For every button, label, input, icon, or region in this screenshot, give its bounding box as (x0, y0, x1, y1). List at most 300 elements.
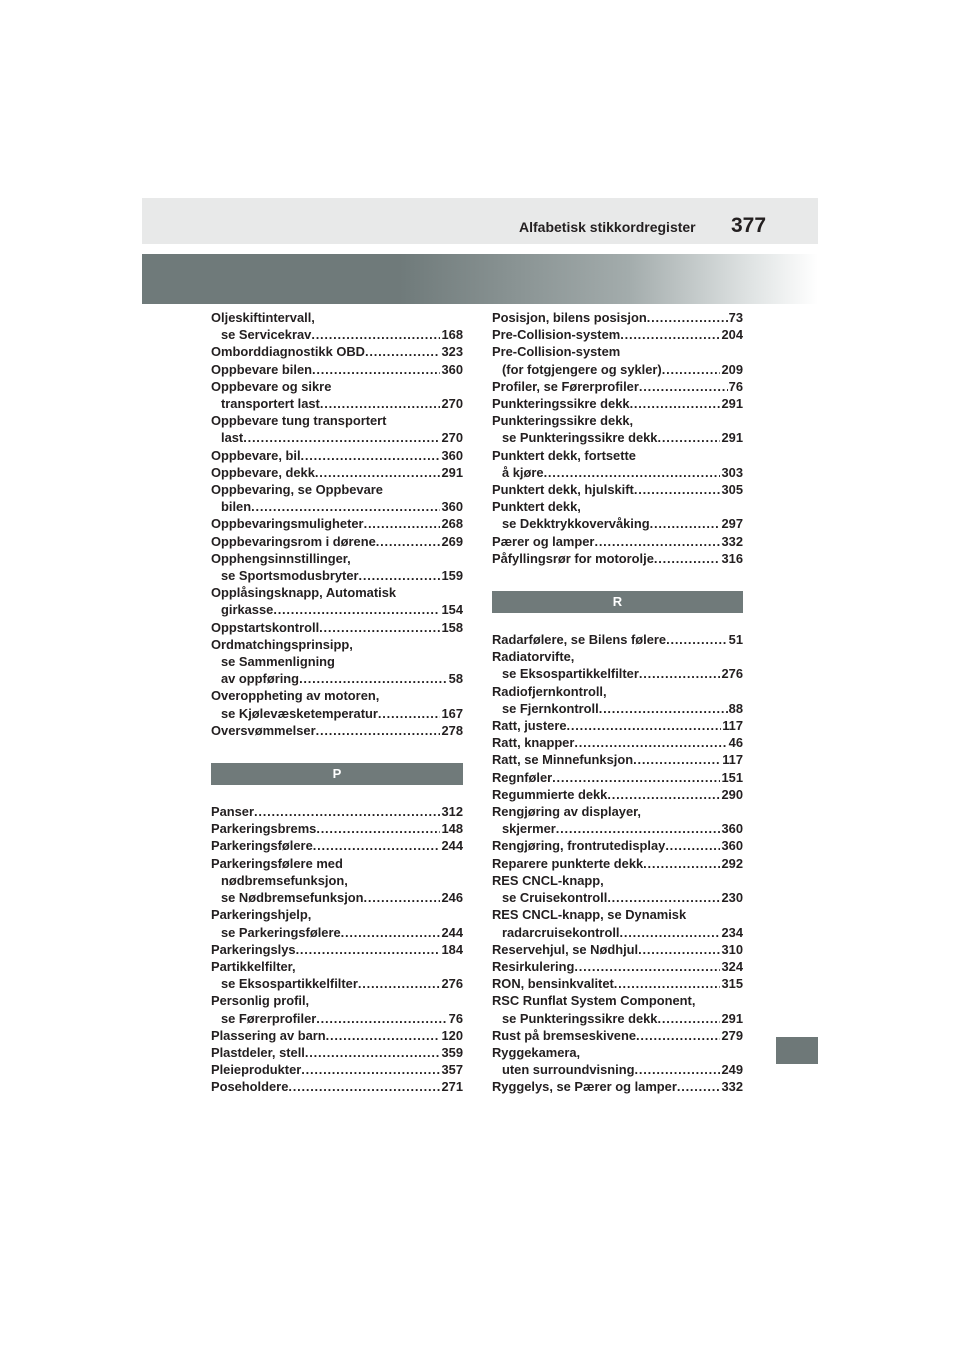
index-term: se Dekktrykkovervåking (502, 516, 650, 532)
index-term: Oppbevaring, se Oppbevare (211, 482, 383, 498)
leader-dots (607, 889, 720, 906)
page-reference: 158 (441, 619, 463, 635)
index-entry (492, 378, 743, 395)
index-entry-line (492, 855, 743, 872)
index-entry (211, 1078, 463, 1095)
index-entry-line (211, 343, 463, 360)
index-entry-line (211, 584, 463, 601)
index-term: skjermer (502, 821, 556, 837)
index-entry-line (211, 958, 463, 975)
index-entry (492, 975, 743, 992)
index-term: RES CNCL-knapp, se Dynamisk (492, 907, 687, 923)
leader-dots (654, 550, 721, 567)
page-reference: 58 (448, 671, 463, 687)
leader-dots (665, 837, 720, 854)
index-entry-line (492, 872, 743, 889)
page-reference: 148 (441, 821, 463, 837)
leader-dots (254, 803, 440, 820)
index-entry-line (211, 722, 463, 739)
index-entry-line (492, 992, 743, 1009)
index-entry-line (492, 751, 743, 768)
page-reference: 46 (728, 735, 743, 751)
index-entry-line (211, 533, 463, 550)
index-entry (211, 412, 463, 446)
leader-dots (607, 786, 720, 803)
index-entry-line (492, 906, 743, 923)
index-entry (492, 855, 743, 872)
index-entry-line (211, 906, 463, 923)
page-reference: 168 (441, 327, 463, 343)
page-reference: 154 (441, 602, 463, 618)
index-entry-line (492, 837, 743, 854)
page-reference: 51 (728, 632, 743, 648)
index-entry-line (492, 700, 743, 717)
index-entry (492, 1027, 743, 1044)
index-entry-line (492, 786, 743, 803)
leader-dots (365, 343, 441, 360)
index-term: se Punkteringssikre dekk (502, 1010, 658, 1026)
index-entry-line (492, 889, 743, 906)
leader-dots (311, 326, 440, 343)
index-term: Overoppheting av motoren, (211, 688, 380, 704)
page-reference: 332 (721, 1079, 743, 1095)
header-bar (142, 198, 818, 244)
index-entry-line (492, 1010, 743, 1027)
index-term: RSC Runflat System Component, (492, 993, 696, 1009)
index-entry (211, 820, 463, 837)
index-term: Oversvømmelser (211, 722, 316, 738)
index-entry-line (211, 820, 463, 837)
index-entry-line (211, 619, 463, 636)
index-entry (492, 648, 743, 682)
index-term: Punkteringssikre dekk, (492, 413, 634, 429)
index-term: Oppstartskontroll (211, 619, 320, 635)
index-entry (211, 584, 463, 618)
page-reference: 360 (441, 361, 463, 377)
index-entry-line (492, 343, 743, 360)
leader-dots (662, 361, 721, 378)
index-entry-line (492, 1078, 743, 1095)
page-reference: 316 (721, 550, 743, 566)
index-term: Rust på bremseskivene (492, 1027, 637, 1043)
page-reference: 269 (441, 533, 463, 549)
leader-dots (376, 533, 441, 550)
index-entry (492, 958, 743, 975)
index-term: Panser (211, 804, 254, 820)
index-entry-line (211, 378, 463, 395)
leader-dots (657, 429, 720, 446)
index-entry-line (211, 1044, 463, 1061)
index-entry (211, 906, 463, 940)
index-term: av oppføring (221, 671, 300, 687)
index-entry (492, 837, 743, 854)
leader-dots (319, 619, 440, 636)
page-reference: 159 (441, 568, 463, 584)
leader-dots (633, 751, 721, 768)
index-entry-line (211, 670, 463, 687)
index-entry-line (492, 515, 743, 532)
index-entry (492, 481, 743, 498)
index-term: Ratt, justere (492, 718, 567, 734)
index-entry-line (492, 361, 743, 378)
index-term: last (221, 430, 244, 446)
index-term: se Sportsmodusbryter (221, 568, 359, 584)
index-term: Radiatorvifte, (492, 649, 575, 665)
page-reference: 271 (441, 1079, 463, 1095)
leader-dots (364, 515, 441, 532)
index-term: Parkeringslys (211, 941, 296, 957)
index-term: Oppbevare, bil (211, 447, 301, 463)
page-title: Alfabetisk stikkordregister (519, 219, 696, 235)
index-group-o (211, 309, 463, 739)
index-entry (492, 498, 743, 532)
index-term: Ryggelys, se Pærer og lamper (492, 1079, 677, 1095)
page-reference: 204 (721, 327, 743, 343)
index-term: se Eksospartikkelfilter (221, 976, 358, 992)
leader-dots (364, 889, 441, 906)
index-entry-line (211, 550, 463, 567)
leader-dots (635, 1061, 721, 1078)
index-entry (211, 992, 463, 1026)
index-entry-line (492, 769, 743, 786)
index-term: Omborddiagnostikk OBD (211, 344, 365, 360)
index-entry (211, 636, 463, 688)
index-term: Punkteringssikre dekk (492, 396, 630, 412)
index-entry-line (492, 429, 743, 446)
index-entry (211, 343, 463, 360)
index-group-p-cont (492, 309, 743, 567)
leader-dots (567, 717, 722, 734)
index-entry (492, 872, 743, 906)
index-entry (211, 687, 463, 721)
index-term: Parkeringsfølere med (211, 855, 343, 871)
index-entry (211, 855, 463, 907)
index-entry (211, 958, 463, 992)
page-reference: 303 (721, 464, 743, 480)
leader-dots (636, 1027, 720, 1044)
page-reference: 332 (721, 533, 743, 549)
index-entry-line (211, 837, 463, 854)
index-entry-line (211, 309, 463, 326)
index-term: Poseholdere (211, 1079, 289, 1095)
index-term: Resirkulering (492, 958, 575, 974)
index-term: se Parkeringsfølere (221, 924, 341, 940)
page-reference: 360 (721, 821, 743, 837)
index-term: Påfyllingsrør for motorolje (492, 550, 654, 566)
index-entry-line (211, 636, 463, 653)
index-term: Parkeringshjelp, (211, 907, 312, 923)
index-entry-line (492, 717, 743, 734)
index-entry (492, 941, 743, 958)
index-entry (211, 803, 463, 820)
leader-dots (594, 533, 720, 550)
index-term: se Cruisekontroll (502, 890, 608, 906)
leader-dots (599, 700, 728, 717)
index-entry-line (492, 631, 743, 648)
index-entry (211, 515, 463, 532)
index-term: Parkeringsfølere (211, 838, 313, 854)
index-entry-line (492, 734, 743, 751)
section-header-r: R (492, 591, 743, 613)
page-reference: 278 (441, 722, 463, 738)
index-entry-line (211, 924, 463, 941)
index-term: Punktert dekk, hjulskift (492, 482, 634, 498)
page-reference: 276 (721, 666, 743, 682)
index-term: Regnføler (492, 769, 553, 785)
leader-dots (647, 309, 728, 326)
index-entry (492, 631, 743, 648)
page-reference: 291 (721, 1010, 743, 1026)
index-entry-line (211, 447, 463, 464)
index-term: radarcruisekontroll (502, 924, 620, 940)
page-reference: 117 (722, 718, 743, 734)
index-entry (211, 1061, 463, 1078)
leader-dots (358, 975, 441, 992)
index-entry-line (211, 395, 463, 412)
index-term: Oppbevare og sikre (211, 378, 332, 394)
index-entry (492, 992, 743, 1026)
index-entry-line (492, 412, 743, 429)
index-column-right (492, 309, 743, 1096)
index-entry (492, 326, 743, 343)
index-term: Pærer og lamper (492, 533, 595, 549)
page-reference: 184 (441, 941, 463, 957)
index-entry-line (211, 889, 463, 906)
index-term: Reservehjul, se Nødhjul (492, 941, 639, 957)
index-entry-line (211, 412, 463, 429)
leader-dots (320, 395, 441, 412)
index-term: (for fotgjengere og sykler) (502, 361, 662, 377)
index-entry (211, 361, 463, 378)
index-entry-line (211, 872, 463, 889)
page-reference: 246 (441, 890, 463, 906)
index-term: Plassering av barn (211, 1027, 326, 1043)
page-reference: 234 (721, 924, 743, 940)
index-entry-line (492, 803, 743, 820)
leader-dots (544, 464, 721, 481)
index-term: transportert last (221, 396, 320, 412)
index-term: se Kjølevæsketemperatur (221, 705, 378, 721)
leader-dots (639, 665, 721, 682)
index-entry (492, 734, 743, 751)
page-reference: 244 (441, 924, 463, 940)
page-reference: 310 (721, 941, 743, 957)
leader-dots (313, 837, 441, 854)
index-entry (492, 1044, 743, 1078)
index-entry-line (492, 550, 743, 567)
index-entry-line (211, 855, 463, 872)
page-reference: 359 (441, 1044, 463, 1060)
index-term: Reparere punkterte dekk (492, 855, 644, 871)
page-reference: 249 (721, 1062, 743, 1078)
index-term: RES CNCL-knapp, (492, 872, 604, 888)
leader-dots (574, 958, 720, 975)
page-reference: 120 (441, 1027, 463, 1043)
index-term: Radarfølere, se Bilens følere (492, 632, 667, 648)
leader-dots (614, 975, 721, 992)
page-reference: 360 (441, 447, 463, 463)
leader-dots (316, 1010, 447, 1027)
page-reference: 279 (721, 1027, 743, 1043)
page-reference: 305 (721, 482, 743, 498)
index-entry (211, 447, 463, 464)
index-entry (211, 378, 463, 412)
index-term: bilen (221, 499, 252, 515)
index-entry (492, 1078, 743, 1095)
index-entry-line (211, 1027, 463, 1044)
index-term: se Førerprofiler (221, 1010, 317, 1026)
index-term: Ratt, se Minnefunksjon (492, 752, 634, 768)
index-group-p (211, 803, 463, 1095)
leader-dots (301, 1061, 440, 1078)
page-reference: 151 (721, 769, 743, 785)
index-entry (211, 722, 463, 739)
index-entry-line (211, 941, 463, 958)
index-entry (492, 395, 743, 412)
index-term: Ryggekamera, (492, 1044, 581, 1060)
index-term: Parkeringsbrems (211, 821, 317, 837)
index-term: Oppbevare, dekk (211, 464, 315, 480)
page-reference: 117 (722, 752, 743, 768)
index-entry (492, 309, 743, 326)
index-entry-line (211, 687, 463, 704)
leader-dots (574, 734, 727, 751)
index-entry-line (492, 378, 743, 395)
leader-dots (378, 705, 441, 722)
leader-dots (666, 631, 728, 648)
index-entry (211, 533, 463, 550)
index-entry-line (492, 1061, 743, 1078)
index-term: girkasse (221, 602, 274, 618)
index-entry-line (211, 653, 463, 670)
leader-dots (243, 429, 440, 446)
index-term: Radiofjernkontroll, (492, 683, 607, 699)
index-entry-line (492, 498, 743, 515)
page-reference: 324 (721, 958, 743, 974)
leader-dots (359, 567, 441, 584)
leader-dots (273, 601, 440, 618)
index-entry-line (211, 567, 463, 584)
index-term: Opphengsinnstillinger, (211, 550, 351, 566)
chapter-thumb-tab (776, 1037, 818, 1064)
index-entry-line (211, 464, 463, 481)
index-term: se Punkteringssikre dekk (502, 430, 658, 446)
index-entry (211, 619, 463, 636)
index-term: å kjøre (502, 464, 544, 480)
page-number: 377 (731, 214, 767, 237)
page-reference: 268 (441, 516, 463, 532)
page-reference: 167 (441, 705, 463, 721)
index-entry-line (211, 601, 463, 618)
page-reference: 276 (441, 976, 463, 992)
index-term: Ordmatchingsprinsipp, (211, 636, 353, 652)
index-entry-line (492, 648, 743, 665)
index-term: uten surroundvisning (502, 1062, 635, 1078)
index-entry (211, 464, 463, 481)
index-entry (211, 837, 463, 854)
index-term: RON, bensinkvalitet (492, 976, 614, 992)
page-reference: 291 (441, 464, 463, 480)
index-term: Rengjøring, frontrutedisplay (492, 838, 666, 854)
index-entry (492, 447, 743, 481)
leader-dots (296, 941, 441, 958)
leader-dots (552, 769, 720, 786)
index-entry-line (211, 361, 463, 378)
index-term: Rengjøring av displayer, (492, 804, 642, 820)
index-entry-line (211, 498, 463, 515)
index-term: Personlig profil, (211, 993, 310, 1009)
index-entry-line (211, 975, 463, 992)
leader-dots (634, 481, 721, 498)
leader-dots (312, 361, 440, 378)
index-group-r (492, 631, 743, 1095)
index-entry-line (492, 820, 743, 837)
index-column-left (211, 309, 463, 1096)
leader-dots (639, 378, 728, 395)
index-entry-line (492, 665, 743, 682)
index-entry (211, 481, 463, 515)
index-term: Plastdeler, stell (211, 1044, 305, 1060)
page-reference: 270 (441, 430, 463, 446)
index-entry-line (492, 533, 743, 550)
page-reference: 270 (441, 396, 463, 412)
leader-dots (315, 464, 441, 481)
page-reference: 357 (441, 1062, 463, 1078)
index-entry-line (211, 992, 463, 1009)
leader-dots (341, 924, 441, 941)
leader-dots (299, 670, 448, 687)
leader-dots (677, 1078, 721, 1095)
index-entry (492, 412, 743, 446)
index-term: Partikkelfilter, (211, 958, 296, 974)
index-entry (211, 550, 463, 584)
index-entry-line (492, 395, 743, 412)
index-term: Oppbevaringsmuligheter (211, 516, 364, 532)
page-reference: 291 (721, 430, 743, 446)
index-entry-line (211, 326, 463, 343)
index-term: se Sammenligning (221, 654, 335, 670)
index-entry (492, 683, 743, 717)
index-entry (492, 533, 743, 550)
index-term: se Eksospartikkelfilter (502, 666, 639, 682)
index-entry-line (492, 464, 743, 481)
index-entry (492, 906, 743, 940)
leader-dots (657, 1010, 720, 1027)
index-term: Punktert dekk, fortsette (492, 447, 636, 463)
index-entry (492, 751, 743, 768)
index-term: Pleieprodukter (211, 1062, 302, 1078)
index-entry-line (492, 1044, 743, 1061)
index-entry (492, 769, 743, 786)
index-entry-line (211, 705, 463, 722)
index-entry (211, 1044, 463, 1061)
page-reference: 290 (721, 786, 743, 802)
index-term: Pre-Collision-system (492, 327, 621, 343)
index-term: Oppbevare bilen (211, 361, 313, 377)
page-reference: 88 (728, 700, 743, 716)
index-entry-line (492, 481, 743, 498)
index-entry-line (211, 1010, 463, 1027)
page-reference: 360 (721, 838, 743, 854)
index-entry-line (211, 803, 463, 820)
leader-dots (316, 722, 441, 739)
index-entry-line (211, 1061, 463, 1078)
index-entry-line (492, 975, 743, 992)
index-entry (492, 343, 743, 377)
index-entry-line (492, 309, 743, 326)
index-entry (211, 941, 463, 958)
leader-dots (650, 515, 721, 532)
